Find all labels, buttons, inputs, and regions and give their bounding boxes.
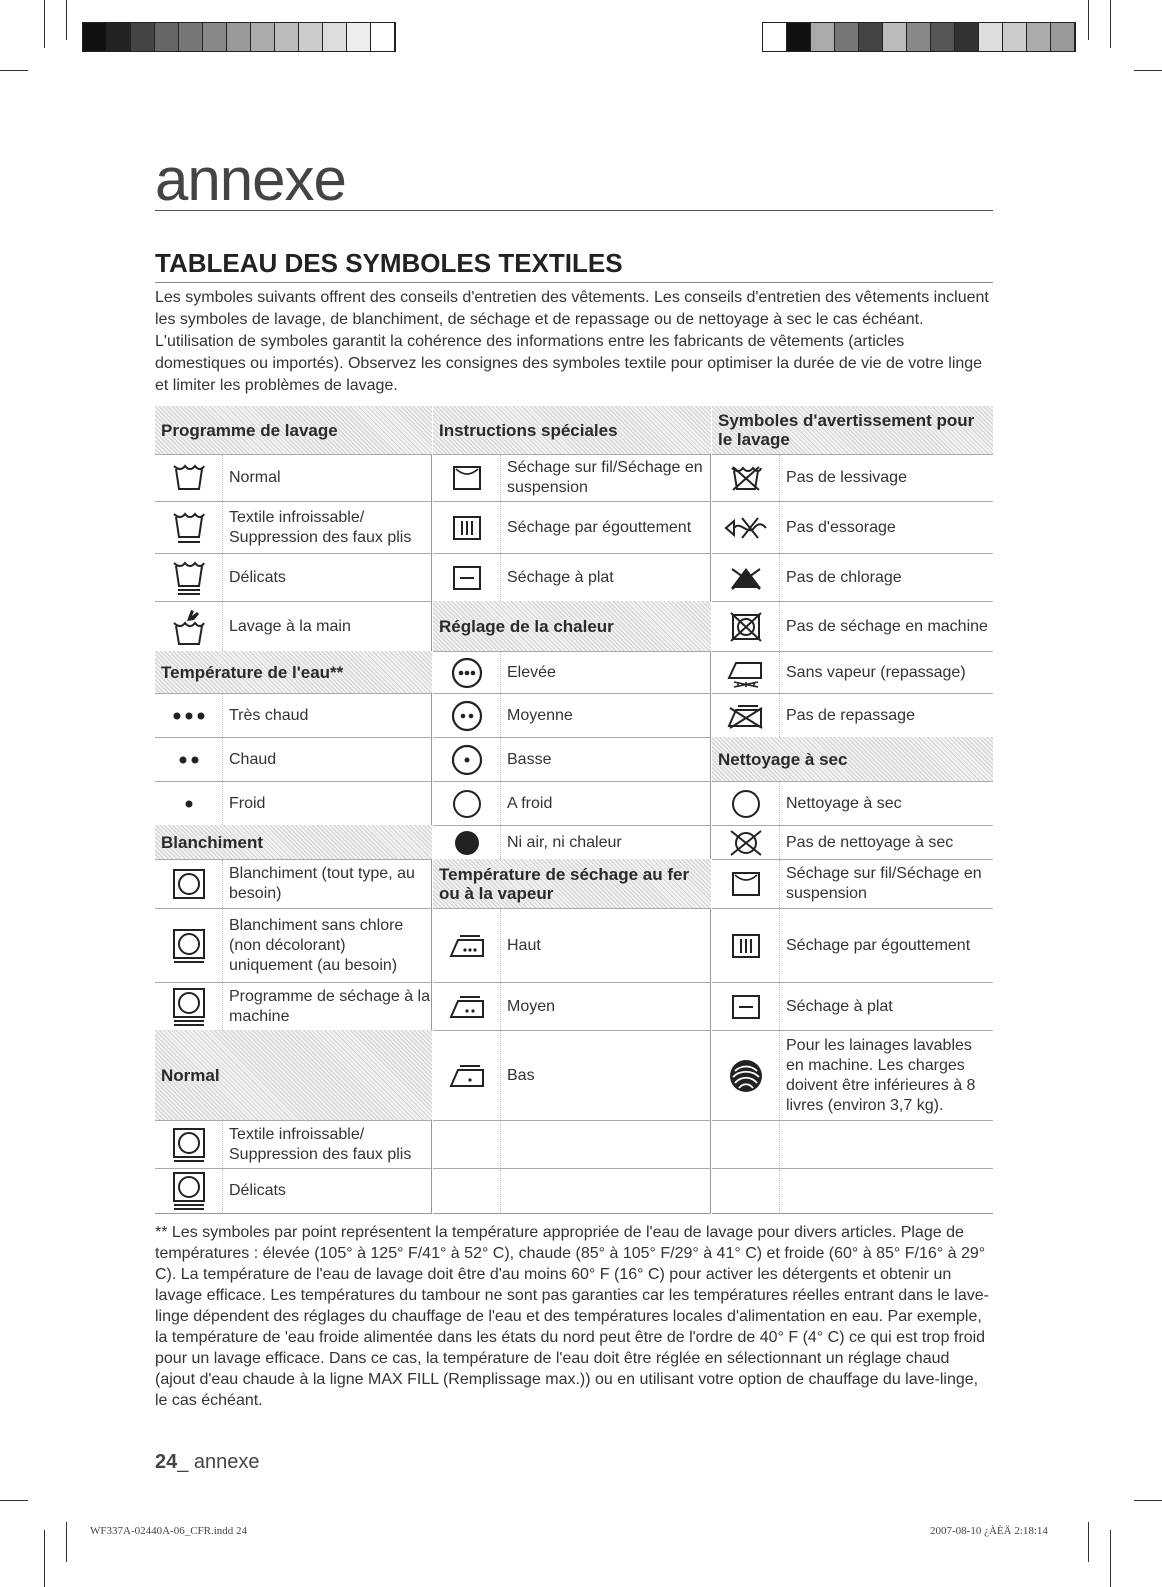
section-title: TABLEAU DES SYMBOLES TEXTILES [155,248,993,283]
list-item: Moyen [507,997,556,1015]
list-item: Pas de lessivage [786,469,907,486]
table-row [712,454,993,501]
list-item: Pas de nettoyage à sec [786,833,954,851]
iron-medium-icon [433,983,501,1030]
no-wring-icon [712,502,780,553]
header-temperature-fer: Température de séchage au fer ou à la vapeur [433,859,711,908]
list-item: Séchage sur fil/Séchage en suspension [786,865,982,902]
table-row-empty [712,1168,993,1214]
list-item: Textile infroissable/ Suppression des faux plis [229,508,412,546]
list-item: Pas d'essorage [786,518,896,536]
no-tumble-dry-icon [712,602,780,651]
table-row [712,553,993,601]
dry-flat-icon [712,983,780,1030]
table-row [712,908,993,982]
list-item: Normal [229,469,281,486]
list-item: Bas [507,1066,535,1084]
wool-ball-icon [712,1031,780,1120]
list-item: A froid [507,794,553,812]
crop-mark [1088,0,1089,40]
list-item: Moyenne [507,706,573,724]
line-dry-icon [712,860,780,908]
list-item: Pas de chlorage [786,568,902,586]
table-row [712,1030,993,1120]
list-item: Séchage par égouttement [507,518,692,536]
list-item: Séchage par égouttement [786,936,971,954]
table-row [712,693,993,737]
dry-clean-icon [712,782,780,825]
header-reglage-chaleur: Réglage de la chaleur [433,601,711,651]
print-file-name: WF337A-02440A-06_CFR.indd 24 [90,1525,248,1537]
list-item: Pas de séchage en machine [786,617,988,635]
header-symboles-avertissement: Symboles d'avertissement pour le lavage [712,406,993,454]
color-bar-left [82,22,396,52]
list-item: Délicats [229,568,286,586]
list-item: Sans vapeur (repassage) [786,663,966,681]
crop-mark [44,1530,45,1587]
dry-flat-icon [433,554,501,601]
table-row [155,601,432,651]
color-bar-right [762,22,1076,52]
crop-mark [44,0,45,48]
tumble-dry-underline-icon [155,1121,223,1168]
header-blanchiment: Blanchiment [155,825,432,859]
tumble-dry-double-underline-icon [155,1169,223,1213]
iron-low-icon [433,1031,501,1120]
crop-mark [0,70,28,71]
table-row [155,501,432,553]
no-dry-clean-icon [712,826,780,859]
table-row-empty [433,1168,711,1214]
footnote: ** Les symboles par point représentent la température appropriée de l'eau de lavage pour divers articles. Plage de températures : élevée (105° à 125° F/41° à 52° C), chaude (85° à 105° F/29° à 41° C) et froide (60° à 85° F/16° à 29° C). La température de l'eau de lavage doit être d'au moins 60° F (16° C) pour activer les détergents et obtenir un lavage efficace. Les températures du tambour ne sont pas garanties car les températures réelles entrant dans le lave-linge dépendent des réglages du chauffage de l'eau et des températures locales d'alimentation en eau. Par exemple, la température de 'eau froide alimentée dans les états du nord peut être de l'ordre de 40° F (4° C) ce qui est trop froid pour un lavage efficace. Dans ce cas, la température de l'eau doit être réglée en sélectionnant un réglage chaud (ajout d'eau chaude à la ligne MAX FILL (Remplissage max.)) ou en utilisant votre option de chauffage du lave-linge, le cas échéant. [155,1224,989,1409]
header-nettoyage-sec: Nettoyage à sec [712,737,993,781]
three-dots-icon [155,694,223,737]
no-steam-iron-icon [712,652,780,693]
table-row [433,908,711,982]
wash-tub-normal-icon [155,455,223,501]
list-item: Froid [229,794,266,812]
table-row-empty [433,1120,711,1168]
list-item: Séchage à plat [786,997,893,1015]
table-row [712,501,993,553]
crop-mark [1134,70,1162,71]
table-row [433,1030,711,1120]
table-row [712,601,993,651]
one-dot-icon [155,782,223,825]
list-item: Programme de séchage à la machine [229,987,430,1025]
page-number-value: 24 [155,1451,178,1473]
header-programme-lavage: Programme de lavage [155,406,432,454]
crop-mark [0,1500,28,1501]
table-row [712,982,993,1030]
header-temperature-eau: Température de l'eau** [155,651,432,693]
list-item: Blanchiment (tout type, au besoin) [229,865,415,902]
table-row [433,982,711,1030]
table-row [433,553,711,601]
table-row [155,737,432,781]
crop-mark [66,0,67,40]
list-item: Ni air, ni chaleur [507,833,622,851]
page-number [155,1451,260,1474]
drip-dry-icon [433,502,501,553]
list-item: Textile infroissable/ Suppression des faux plis [229,1125,412,1163]
table-row [155,454,432,501]
table-row [712,825,993,859]
no-bleach-icon [712,554,780,601]
table-row [155,982,432,1030]
line-dry-icon [433,455,501,501]
header-instructions-speciales: Instructions spéciales [433,406,711,454]
list-item: Pas de repassage [786,706,915,724]
table-row [155,859,432,908]
intro-paragraph: Les symboles suivants offrent des conseils d'entretien des vêtements. Les conseils d'entretien des vêtements incluent les symboles de lavage, de blanchiment, de séchage et de repassage ou de nettoyage à sec le cas échéant. L'utilisation de symboles garantit la cohérence des informations entre les fabricants de vêtements (articles domestiques ou importés). Observez les consignes des symboles textile pour optimiser la durée de vie de votre linge et limiter les problèmes de lavage. [155,289,989,394]
list-item: Séchage à plat [507,568,614,586]
table-row [155,1168,432,1214]
table-row [155,1120,432,1168]
tumble-dry-underline-icon [155,909,223,982]
table-row [433,781,711,825]
list-item: Chaud [229,750,277,768]
list-item: Nettoyage à sec [786,794,902,812]
table-row [155,908,432,982]
list-item: Très chaud [229,706,309,724]
table-row [712,781,993,825]
hand-wash-icon [155,602,223,651]
crop-mark [1110,1530,1111,1587]
chapter-title: annexe [155,150,993,211]
table-row [433,501,711,553]
drip-dry-icon [712,909,780,982]
wash-tub-delicate-icon [155,554,223,601]
table-row [155,693,432,737]
list-item: Lavage à la main [229,617,351,635]
table-row [433,693,711,737]
heat-low-icon [433,738,501,781]
crop-mark [1110,0,1111,48]
crop-mark [66,1522,67,1562]
list-item: Basse [507,750,552,768]
table-row [155,781,432,825]
tumble-dry-double-underline-icon [155,983,223,1030]
crop-mark [1134,1500,1162,1501]
no-wash-icon [712,455,780,501]
page-label: _ annexe [177,1451,260,1473]
heat-high-icon [433,652,501,693]
list-item: Elevée [507,663,556,681]
list-item: Séchage sur fil/Séchage en suspension [507,459,703,496]
list-item: Délicats [229,1182,286,1199]
two-dots-icon [155,738,223,781]
iron-high-icon [433,909,501,982]
table-row [712,859,993,908]
wash-tub-permanent-press-icon [155,502,223,553]
tumble-dry-square-icon [155,860,223,908]
crop-mark [1088,1522,1089,1562]
list-item: Blanchiment sans chlore (non décolorant) uniquement (au besoin) [229,916,404,974]
table-row [433,651,711,693]
header-normal: Normal [155,1030,432,1120]
table-row [712,651,993,693]
table-row [433,737,711,781]
table-row [433,454,711,501]
no-iron-icon [712,694,780,737]
table-row [155,553,432,601]
filled-circle-icon [433,826,501,859]
no-heat-circle-icon [433,782,501,825]
table-row [433,825,711,859]
list-item: Pour les lainages lavables en machine. Les charges doivent être inférieures à 8 livres (environ 3,7 kg). [786,1036,976,1114]
heat-medium-icon [433,694,501,737]
list-item: Haut [507,936,541,954]
table-row-empty [712,1120,993,1168]
print-timestamp: 2007-08-10 ¿ÀÈÄ 2:18:14 [930,1525,1048,1537]
